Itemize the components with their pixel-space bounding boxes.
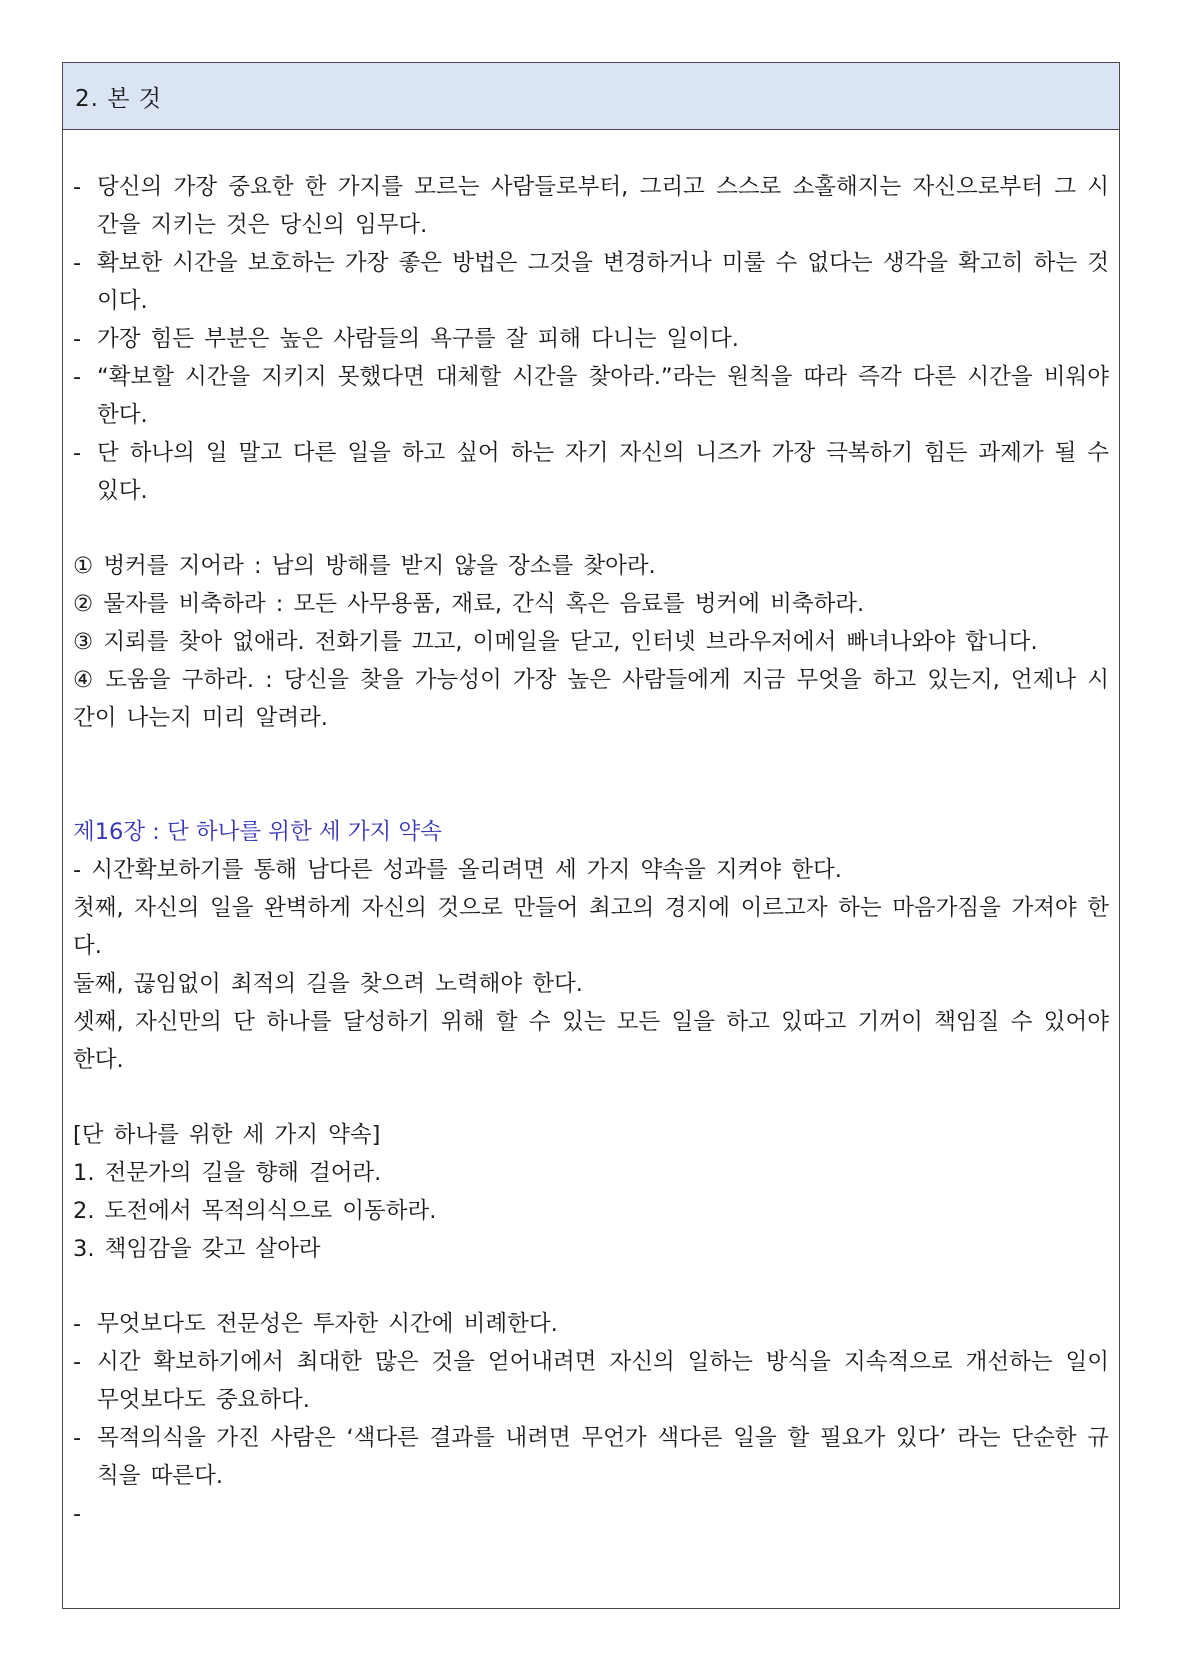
bullet-item: - 당신의 가장 중요한 한 가지를 모르는 사람들로부터, 그리고 스스로 소홀해지는 자신으로부터 그 시간을 지키는 것은 당신의 임무다.: [73, 168, 1109, 244]
section-header: [63, 63, 1119, 130]
promise-list-item: 3. 책임감을 갖고 살아라: [73, 1236, 321, 1262]
promise-list-title: [단 하나를 위한 세 가지 약속]: [73, 1122, 381, 1148]
spacer: [73, 1079, 1109, 1116]
chapter-paragraph: 첫째, 자신의 일을 완벽하게 자신의 것으로 만들어 최고의 경지에 이르고자 하는 마음가짐을 가져야 한다.: [73, 895, 1109, 959]
body-content: [63, 130, 1119, 1533]
bullet-item: - 목적의식을 가진 사람은 ‘색다른 결과를 내려면 무언가 색다른 일을 할 필요가 있다’ 라는 단순한 규칙을 따른다.: [73, 1419, 1109, 1495]
spacer: [73, 1268, 1109, 1305]
bullet-item: - “확보할 시간을 지키지 못했다면 대체할 시간을 찾아라.”라는 원칙을 따라 즉각 다른 시간을 비워야 한다.: [73, 358, 1109, 434]
bullet-item-empty: [73, 1495, 1109, 1533]
bullet-item: - 시간 확보하기에서 최대한 많은 것을 얻어내려면 자신의 일하는 방식을 지속적으로 개선하는 일이 무엇보다도 중요하다.: [73, 1343, 1109, 1419]
numbered-tip: ④ 도움을 구하라. : 당신을 찾을 가능성이 가장 높은 사람들에게 지금 무엇을 하고 있는지, 언제나 시간이 나는지 미리 알려라.: [73, 667, 1109, 731]
bullet-item: - 무엇보다도 전문성은 투자한 시간에 비례한다.: [73, 1305, 1109, 1343]
bullet-item: - 확보한 시간을 보호하는 가장 좋은 방법은 그것을 변경하거나 미룰 수 없다는 생각을 확고히 하는 것이다.: [73, 244, 1109, 320]
numbered-tip: ① 벙커를 지어라 : 남의 방해를 받지 않을 장소를 찾아라.: [73, 553, 656, 579]
chapter-intro: - 시간확보하기를 통해 남다른 성과를 올리려면 세 가지 약속을 지켜야 한다.: [73, 857, 842, 883]
numbered-tip: ② 물자를 비축하라 : 모든 사무용품, 재료, 간식 혹은 음료를 벙커에 비축하라.: [73, 591, 865, 617]
promise-list-item: 2. 도전에서 목적의식으로 이동하라.: [73, 1198, 437, 1224]
chapter-title: 제16장 : 단 하나를 위한 세 가지 약속: [73, 819, 442, 845]
bullet-item: - 가장 힘든 부분은 높은 사람들의 욕구를 잘 피해 다니는 일이다.: [73, 320, 1109, 358]
chapter-paragraph: 셋째, 자신만의 단 하나를 달성하기 위해 할 수 있는 모든 일을 하고 있따고 기꺼이 책임질 수 있어야 한다.: [73, 1009, 1109, 1073]
numbered-tip: ③ 지뢰를 찾아 없애라. 전화기를 끄고, 이메일을 닫고, 인터넷 브라우저에서 빠녀나와야 합니다.: [73, 629, 1038, 655]
spacer: [73, 510, 1109, 547]
spacer: [73, 737, 1109, 813]
section-title: 2. 본 것: [75, 85, 163, 112]
promise-list-item: 1. 전문가의 길을 향해 걸어라.: [73, 1160, 382, 1186]
chapter-paragraph: 둘째, 끊임없이 최적의 길을 찾으려 노력해야 한다.: [73, 971, 583, 997]
content-frame: [62, 62, 1120, 1609]
bullet-item: - 단 하나의 일 말고 다른 일을 하고 싶어 하는 자기 자신의 니즈가 가장 극복하기 힘든 과제가 될 수 있다.: [73, 434, 1109, 510]
